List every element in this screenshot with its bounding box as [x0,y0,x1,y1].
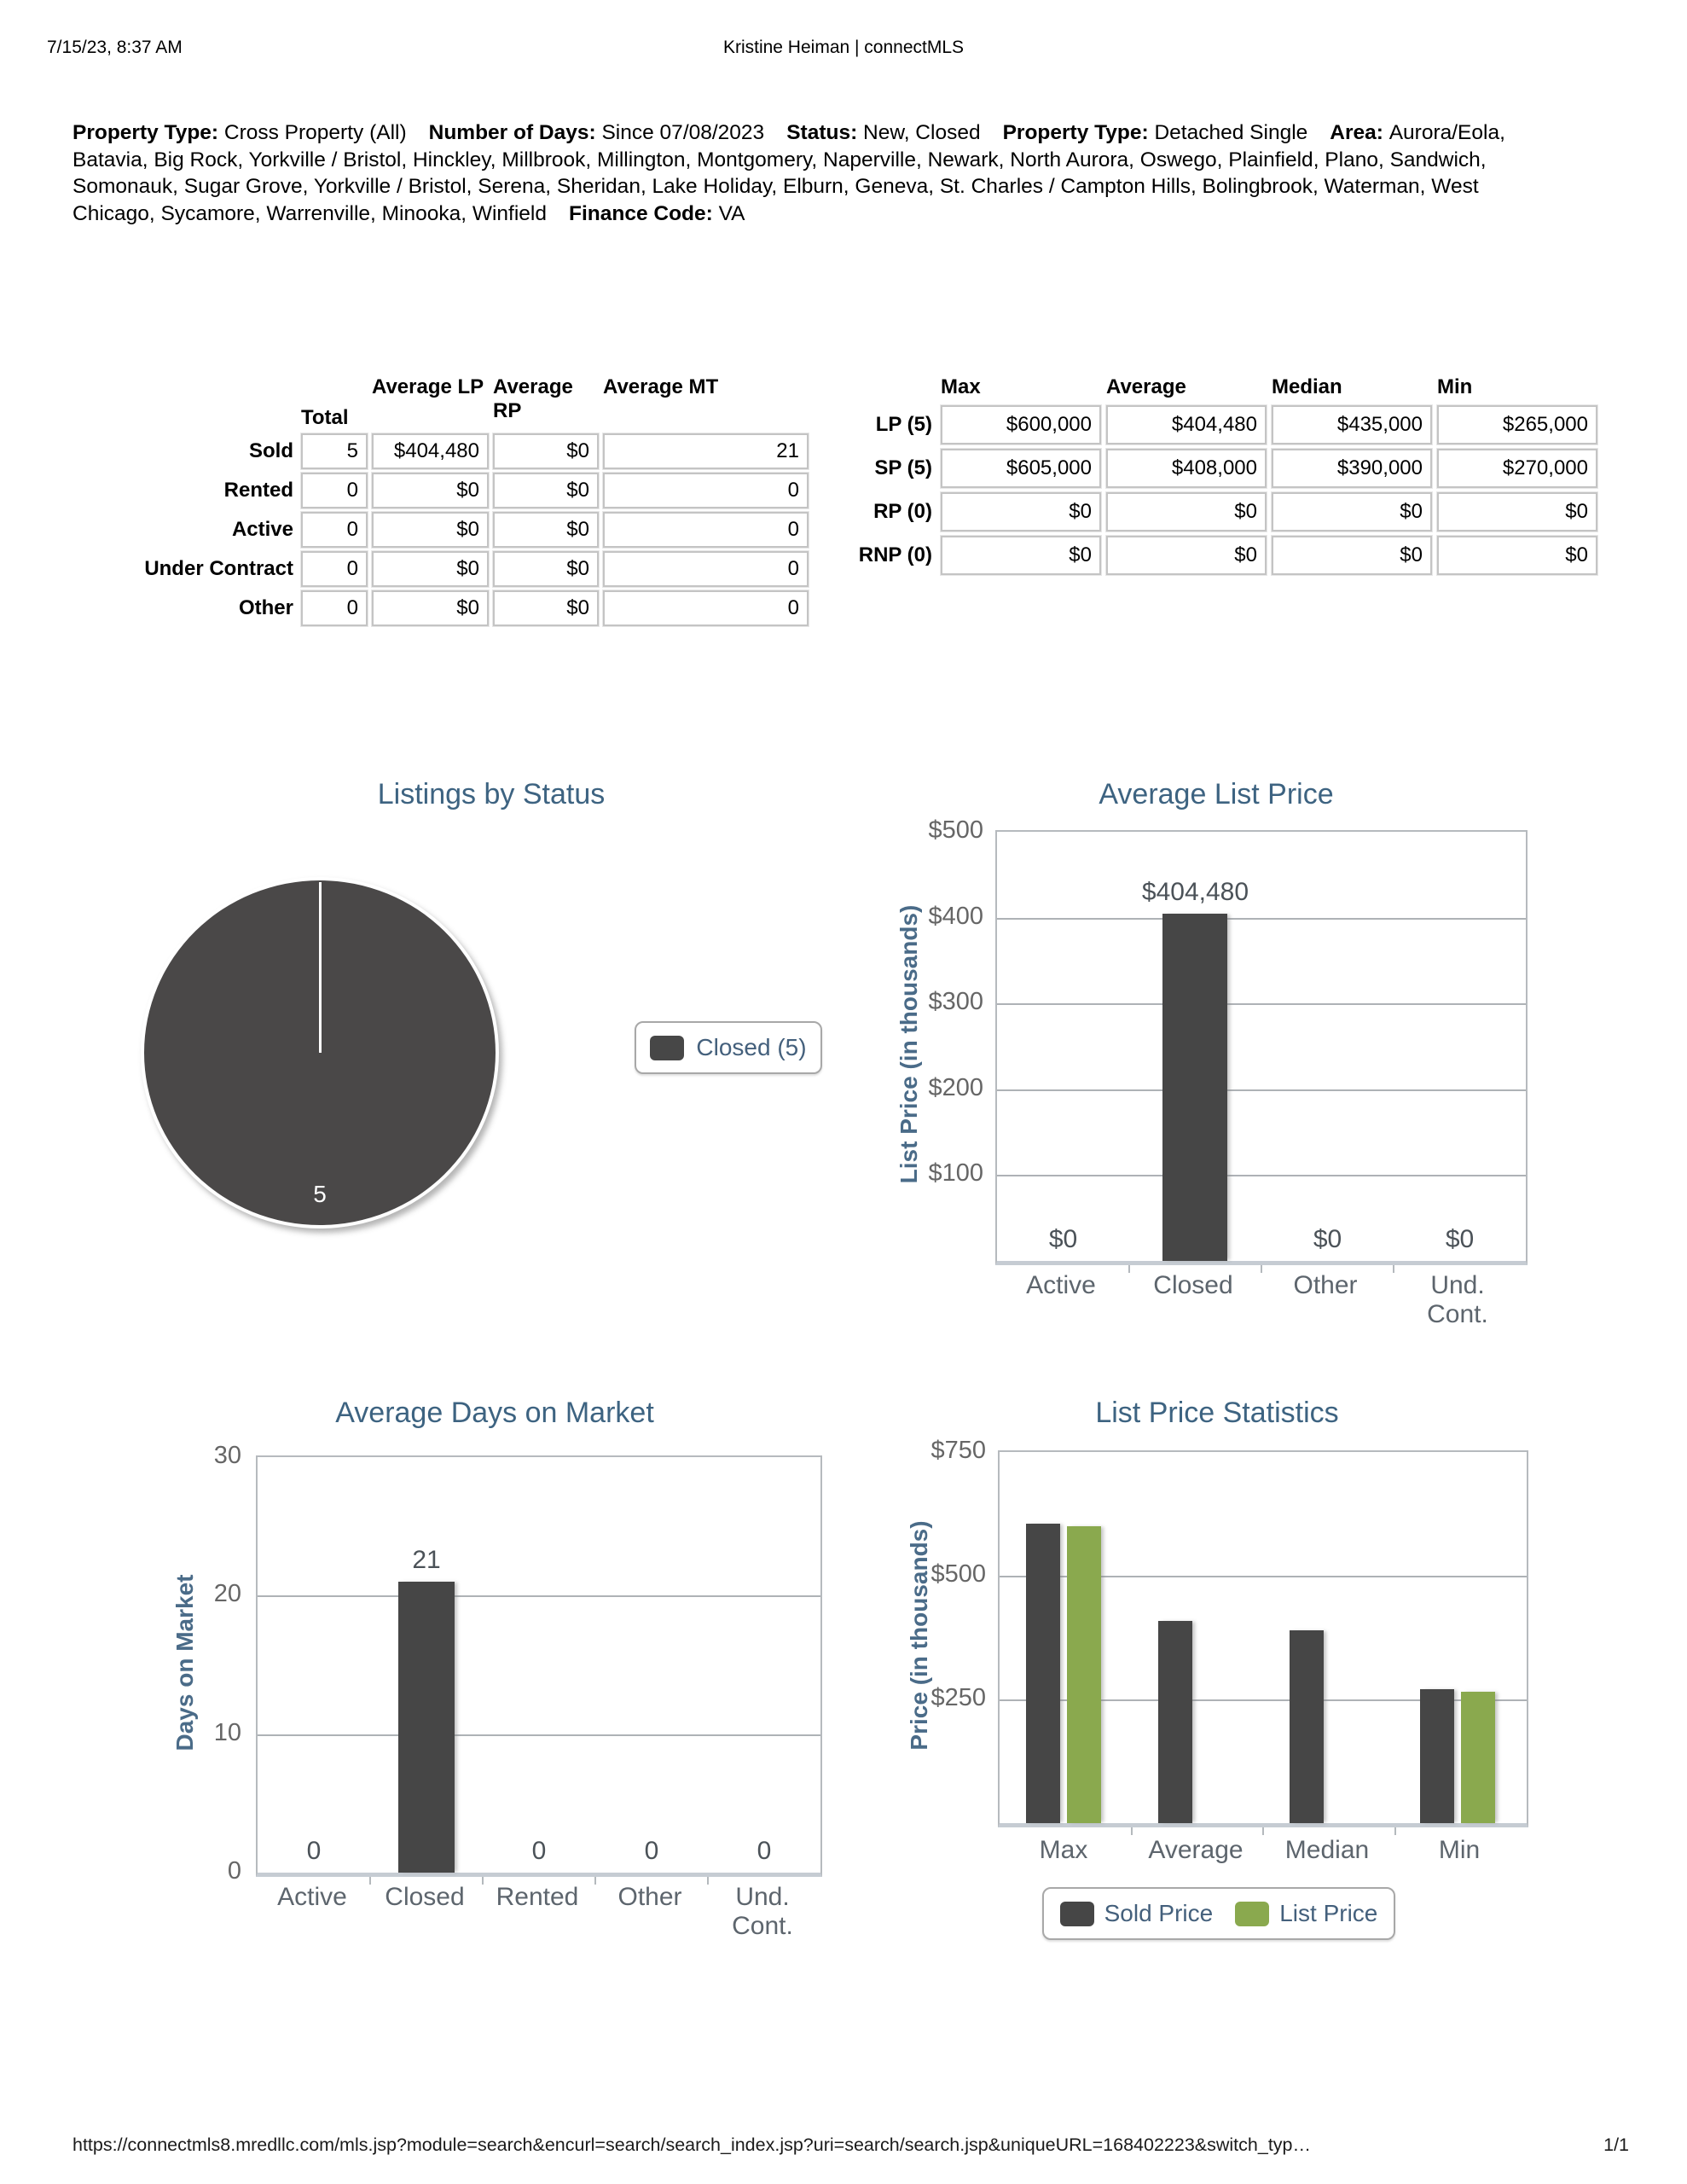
cell-rp-max: $0 [941,492,1101,531]
cell-lp-min: $265,000 [1437,405,1597,444]
cell-rnp-min: $0 [1437,536,1597,575]
cell-uc-total: 0 [301,551,368,587]
xcat-median: Median [1284,1836,1370,1864]
lp-stats-legend [1042,1887,1395,1940]
col-header-avg-rp: Average RP [493,375,573,422]
cell-rnp-median: $0 [1272,536,1432,575]
axis-tick [1394,1827,1396,1835]
list-price-legend-label: List Price [1279,1900,1378,1926]
xcat-min: Min [1438,1836,1481,1864]
cell-rnp-average: $0 [1106,536,1267,575]
search-criteria-text: Property Type: Cross Property (All) Number of Days: Since 07/08/2023 Status: New, Closed Property Type: Detached Single Area: Aurora/Eola, Batavia, Big Rock, Yorkville / Bristol, Hinckley, Millbrook, Millington, Montgomery, Naperville, Newark, North Aurora, Oswego, Plainfield, Plano, Sandwich, Somonauk, Sugar Grove, Yorkville / Bristol, Serena, Sheridan, Lake Holiday, Elburn, Geneva, St. Charles / Campton Hills, Bolingbrook, Waterman, West Chicago, Sycamore, Warrenville, Minooka, Winfield Finance Code: VA [72,121,1505,225]
avg-list-price-ylabel: List Price (in thousands) [896,904,922,1184]
pie-chart-title: Listings by Status [377,778,606,810]
axis-tick [1393,1265,1394,1273]
bar-value-label: $404,480 [1141,878,1249,907]
ytick: $200 [928,1074,983,1101]
cell-uc-avg-mt: 0 [603,551,809,587]
ytick: $250 [930,1684,986,1711]
cell-other-avg-mt: 0 [603,590,809,626]
status-summary-table [90,375,809,626]
cell-sp-median: $390,000 [1272,449,1432,488]
gridline [997,1089,1526,1091]
sold-price-legend-label: Sold Price [1104,1900,1214,1926]
page-number: 1/1 [1603,2135,1629,2155]
cell-other-avg-lp: $0 [372,590,489,626]
cell-rented-avg-mt: 0 [603,473,809,508]
list-price-legend-item [1235,1900,1377,1927]
xcat-other: Other [1293,1271,1358,1299]
row-label-rented: Rented [223,479,293,502]
cell-sold-avg-lp: $404,480 [372,433,489,469]
sold-price-swatch [1060,1902,1094,1926]
bar-value-label: 0 [644,1837,659,1865]
row-label-rnp: RNP (0) [858,543,932,566]
cell-other-total: 0 [301,590,368,626]
xcat-und-cont: Und. Cont. [732,1883,793,1940]
cell-active-avg-lp: $0 [372,512,489,548]
ytick: $500 [930,1560,986,1588]
row-label-active: Active [231,518,293,541]
xcat-average: Average [1148,1836,1244,1864]
avg-dom-ylabel: Days on Market [171,1574,198,1751]
ytick: $300 [928,988,983,1015]
price-stats-table [840,375,1597,575]
row-label-rp: RP (0) [873,500,932,523]
median-sold-price-bar [1290,1630,1324,1823]
max-list-price-bar [1067,1526,1101,1823]
xcat-closed: Closed [385,1883,465,1911]
bar-value-label: $0 [1313,1225,1342,1253]
cell-active-avg-mt: 0 [603,512,809,548]
cell-lp-average: $404,480 [1106,405,1267,444]
closed-legend-swatch [650,1036,684,1060]
closed-list-price-bar [1162,914,1227,1261]
col-header-max: Max [941,375,981,398]
xcat-other: Other [617,1883,682,1911]
print-header [0,38,1687,63]
cell-rnp-max: $0 [941,536,1101,575]
bar-value-label: $0 [1048,1225,1078,1253]
cell-active-avg-rp: $0 [493,512,599,548]
pie-slice-value: 5 [313,1181,327,1207]
col-header-avg-mt: Average MT [603,375,719,398]
cell-sp-min: $270,000 [1437,449,1597,488]
row-label-under-contract: Under Contract [144,557,293,580]
bar-value-label: 0 [531,1837,547,1865]
gridline [258,1734,820,1736]
ytick: 10 [213,1719,241,1746]
cell-lp-max: $600,000 [941,405,1101,444]
footer-url: https://connectmls8.mredllc.com/mls.jsp?module=search&encurl=search/search_index.jsp?uri=search/search.jsp&uniqueURL=168402223&switch_typ… [72,2135,1312,2155]
cell-uc-avg-rp: $0 [493,551,599,587]
cell-rp-average: $0 [1106,492,1267,531]
col-header-min: Min [1437,375,1473,398]
window-title: Kristine Heiman | connectMLS [722,38,965,57]
min-sold-price-bar [1420,1689,1454,1823]
xcat-max: Max [1039,1836,1088,1864]
cell-other-avg-rp: $0 [493,590,599,626]
col-header-median: Median [1272,375,1342,398]
row-label-sp: SP (5) [874,456,932,479]
ytick: 20 [213,1580,241,1607]
spacer [90,375,297,430]
ytick: $400 [928,903,983,930]
avg-dom-title: Average Days on Market [335,1397,654,1429]
col-header-average: Average [1106,375,1186,398]
avg-list-price-title: Average List Price [1099,778,1334,810]
ytick: $750 [930,1437,986,1464]
xcat-und-cont: Und. Cont. [1427,1271,1488,1328]
xcat-active: Active [277,1883,347,1911]
row-label-lp: LP (5) [875,413,932,436]
cell-rented-avg-rp: $0 [493,473,599,508]
spacer [840,375,936,401]
lp-stats-plot [998,1450,1528,1827]
lp-stats-ylabel: Price (in thousands) [906,1520,932,1751]
bar-value-label: 0 [306,1837,322,1865]
gridline [258,1595,820,1597]
ytick: 30 [213,1442,241,1469]
min-list-price-bar [1461,1692,1495,1823]
print-timestamp: 7/15/23, 8:37 AM [47,38,183,57]
cell-sold-total: 5 [301,433,368,469]
bar-value-label: $0 [1445,1225,1475,1253]
gridline [997,1175,1526,1176]
bar-value-label: 0 [757,1837,772,1865]
cell-active-total: 0 [301,512,368,548]
xcat-closed: Closed [1153,1271,1233,1299]
axis-tick [1131,1827,1133,1835]
list-price-swatch [1235,1902,1269,1926]
cell-uc-avg-lp: $0 [372,551,489,587]
closed-legend-label: Closed (5) [696,1034,807,1060]
cell-sp-max: $605,000 [941,449,1101,488]
closed-dom-bar [398,1582,455,1873]
avg-list-price-plot [995,830,1528,1265]
cell-rented-total: 0 [301,473,368,508]
col-header-avg-lp: Average LP [372,375,484,398]
bar-value-label: 21 [412,1546,441,1575]
average-sold-price-bar [1158,1621,1192,1823]
row-label-sold: Sold [249,439,293,462]
cell-rp-median: $0 [1272,492,1432,531]
gridline [997,918,1526,920]
cell-sold-avg-mt: 21 [603,433,809,469]
sold-price-legend-item [1060,1900,1214,1927]
lp-stats-title: List Price Statistics [1095,1397,1339,1429]
max-sold-price-bar [1026,1524,1060,1823]
pie-legend [635,1021,822,1074]
cell-sold-avg-rp: $0 [493,433,599,469]
cell-rented-avg-lp: $0 [372,473,489,508]
col-header-total: Total [301,406,349,429]
ytick: 0 [227,1857,241,1885]
axis-tick [1262,1827,1264,1835]
xcat-rented: Rented [496,1883,579,1911]
row-label-other: Other [238,596,293,619]
cell-lp-median: $435,000 [1272,405,1432,444]
pie-slice-boundary [319,882,322,1053]
avg-dom-plot [256,1455,822,1877]
ytick: $100 [928,1159,983,1187]
xcat-active: Active [1026,1271,1096,1299]
listings-by-status-pie [141,877,499,1228]
ytick: $500 [928,816,983,844]
cell-rp-min: $0 [1437,492,1597,531]
cell-sp-average: $408,000 [1106,449,1267,488]
gridline [997,1003,1526,1005]
